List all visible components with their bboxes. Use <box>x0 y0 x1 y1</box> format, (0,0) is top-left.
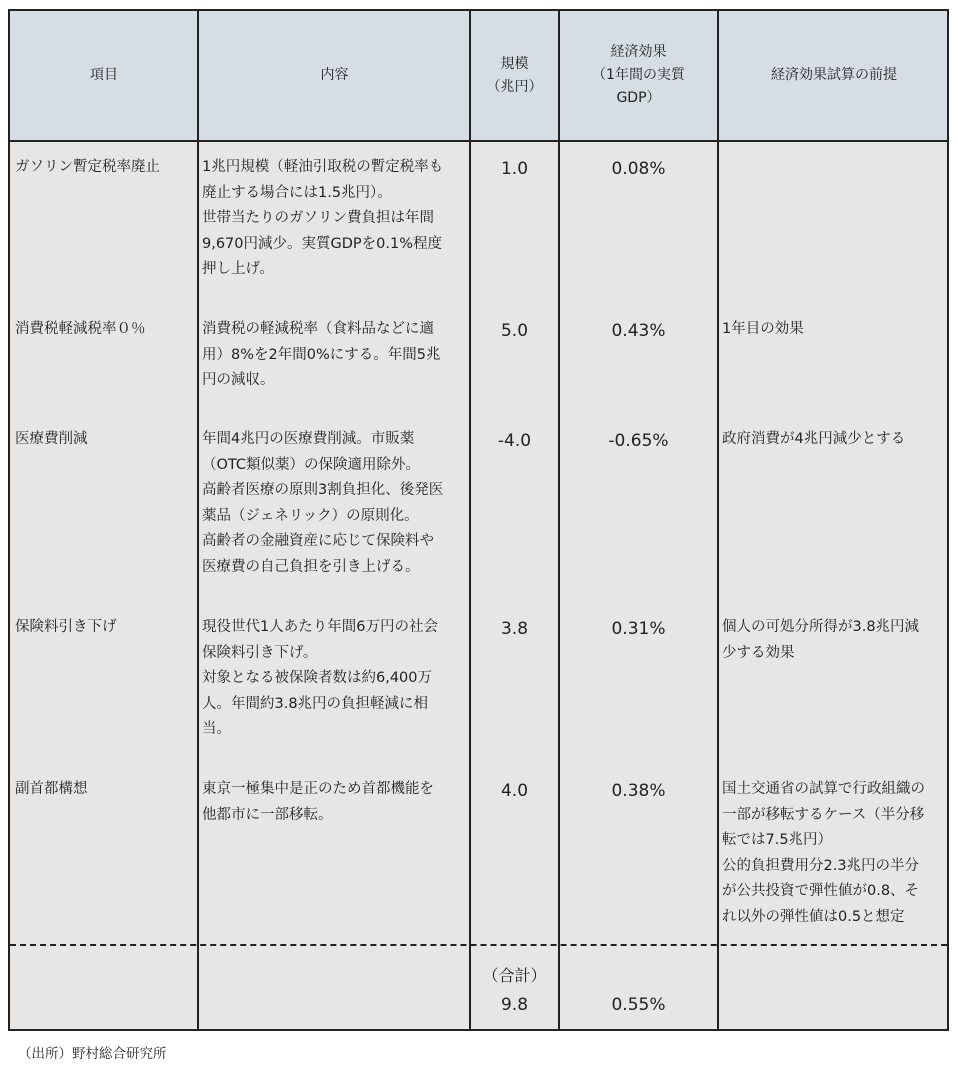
row-premise: 国土交通省の試算で行政組織の 一部が移転するケース（半分移 転では7.5兆円） 公的負担費用分2.3兆円の半分 が公共投資で弾性値が0.8、そ れ以外の弾性値は0.5と想定 <box>722 781 925 925</box>
total-label: （合計） <box>482 966 547 985</box>
header-content: 内容 <box>320 67 349 83</box>
row-scale: 1.0 <box>500 159 529 179</box>
column-divider <box>197 11 199 1029</box>
row-content: 消費税の軽減税率（食料品などに適 用）8%を2年間0%にする。年間5兆 円の減収。 <box>202 321 441 388</box>
row-item: 消費税軽減税率０％ <box>15 321 146 337</box>
row-premise: 1年目の効果 <box>722 321 804 337</box>
row-effect: 0.43% <box>611 321 666 341</box>
total-effect: 0.55% <box>611 995 666 1015</box>
economic-effect-table <box>8 9 949 1031</box>
row-item: 副首都構想 <box>15 781 88 797</box>
total-scale: 9.8 <box>500 995 529 1015</box>
header-scale: 規模 （兆円） <box>486 55 543 95</box>
row-content: 現役世代1人あたり年間6万円の社会 保険料引き下げ。 対象となる被保険者数は約6,400万 人。年間約3.8兆円の負担軽減に相 当。 <box>202 619 438 737</box>
row-effect: 0.08% <box>611 159 666 179</box>
header-premise: 経済効果試算の前提 <box>771 67 897 83</box>
row-scale: 5.0 <box>500 321 529 341</box>
row-item: ガソリン暫定税率廃止 <box>15 159 160 175</box>
row-premise: 個人の可処分所得が3.8兆円減 少する効果 <box>722 619 920 661</box>
row-effect: 0.31% <box>611 619 666 639</box>
row-effect: -0.65% <box>608 431 669 451</box>
row-item: 医療費削減 <box>15 431 88 447</box>
row-scale: -4.0 <box>497 431 532 451</box>
row-content: 東京一極集中是正のため首都機能を 他都市に一部移転。 <box>202 781 434 823</box>
row-scale: 3.8 <box>500 619 529 639</box>
row-scale: 4.0 <box>500 781 529 801</box>
row-content: 1兆円規模（軽油引取税の暫定税率も 廃止する場合には1.5兆円）。 世帯当たりのガソリン費負担は年間 9,670円減少。実質GDPを0.1%程度 押し上げ。 <box>202 159 444 277</box>
column-divider <box>717 11 719 1029</box>
header-effect: 経済効果 （1年間の実質 GDP） <box>592 44 685 106</box>
row-effect: 0.38% <box>611 781 666 801</box>
header-item: 項目 <box>90 67 118 83</box>
total-separator <box>10 944 947 946</box>
row-premise: 政府消費が4兆円減少とする <box>722 431 906 447</box>
source-note: （出所）野村総合研究所 <box>18 1046 167 1062</box>
row-content: 年間4兆円の医療費削減。市販薬 （OTC類似薬）の保険適用除外。 高齢者医療の原則3割負担化、後発医 薬品（ジェネリック）の原則化。 高齢者の金融資産に応じて保険料や 医療費の自己負担を引き上げる。 <box>202 431 444 575</box>
row-item: 保険料引き下げ <box>15 619 117 635</box>
